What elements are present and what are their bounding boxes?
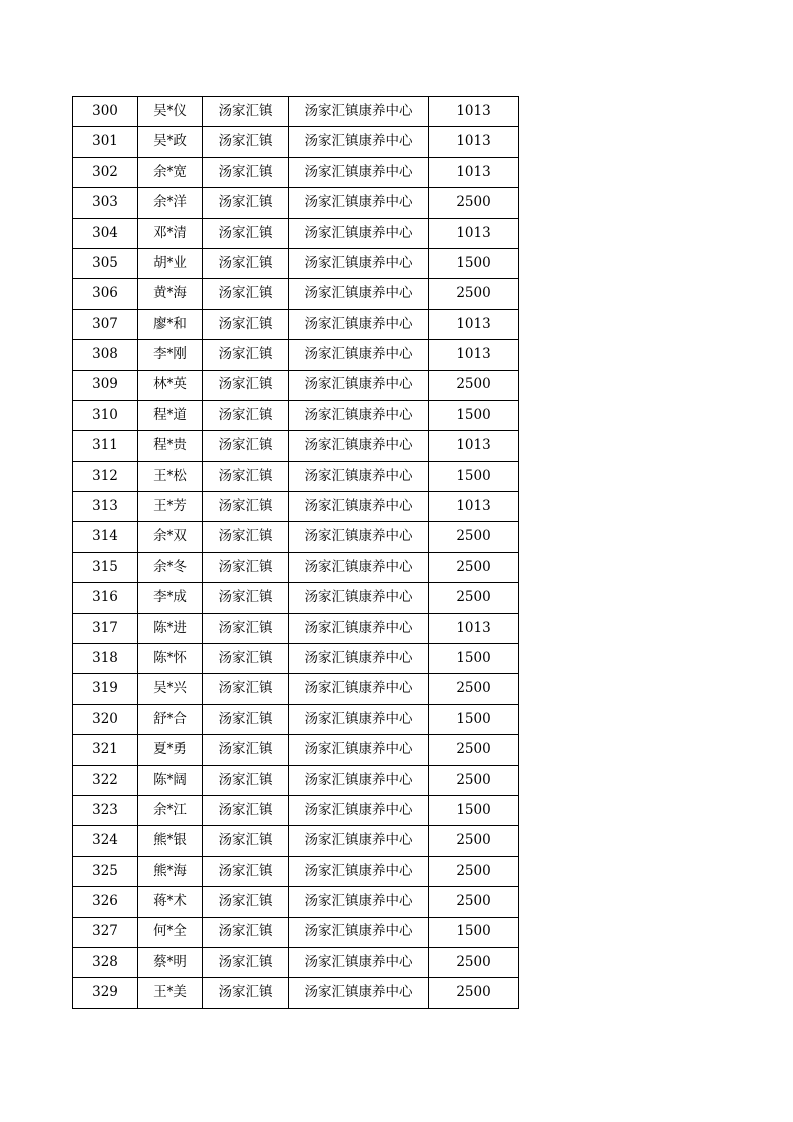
amount-cell: 1500 xyxy=(429,704,519,734)
amount-cell: 1500 xyxy=(429,461,519,491)
table-row xyxy=(73,370,519,400)
town-cell: 汤家汇镇 xyxy=(203,887,289,917)
institution-cell: 汤家汇镇康养中心 xyxy=(289,127,429,157)
institution-cell: 汤家汇镇康养中心 xyxy=(289,340,429,370)
name-cell: 邓*清 xyxy=(138,218,203,248)
institution-cell: 汤家汇镇康养中心 xyxy=(289,795,429,825)
amount-cell: 2500 xyxy=(429,674,519,704)
town-cell: 汤家汇镇 xyxy=(203,157,289,187)
table-row xyxy=(73,400,519,430)
serial-number-cell: 302 xyxy=(73,157,138,187)
amount-cell: 1500 xyxy=(429,248,519,278)
institution-cell: 汤家汇镇康养中心 xyxy=(289,765,429,795)
institution-cell: 汤家汇镇康养中心 xyxy=(289,674,429,704)
table-body xyxy=(73,97,519,1009)
institution-cell: 汤家汇镇康养中心 xyxy=(289,552,429,582)
table-row xyxy=(73,492,519,522)
institution-cell: 汤家汇镇康养中心 xyxy=(289,522,429,552)
amount-cell: 2500 xyxy=(429,978,519,1008)
institution-cell: 汤家汇镇康养中心 xyxy=(289,978,429,1008)
town-cell: 汤家汇镇 xyxy=(203,674,289,704)
name-cell: 廖*和 xyxy=(138,309,203,339)
amount-cell: 1013 xyxy=(429,492,519,522)
serial-number-cell: 323 xyxy=(73,795,138,825)
town-cell: 汤家汇镇 xyxy=(203,97,289,127)
serial-number-cell: 301 xyxy=(73,127,138,157)
amount-cell: 2500 xyxy=(429,583,519,613)
serial-number-cell: 317 xyxy=(73,613,138,643)
table-row xyxy=(73,917,519,947)
town-cell: 汤家汇镇 xyxy=(203,765,289,795)
serial-number-cell: 326 xyxy=(73,887,138,917)
table-row xyxy=(73,765,519,795)
town-cell: 汤家汇镇 xyxy=(203,370,289,400)
amount-cell: 1013 xyxy=(429,157,519,187)
amount-cell: 1013 xyxy=(429,218,519,248)
name-cell: 王*美 xyxy=(138,978,203,1008)
serial-number-cell: 329 xyxy=(73,978,138,1008)
name-cell: 吴*兴 xyxy=(138,674,203,704)
name-cell: 陈*怀 xyxy=(138,644,203,674)
amount-cell: 1500 xyxy=(429,917,519,947)
serial-number-cell: 306 xyxy=(73,279,138,309)
name-cell: 熊*海 xyxy=(138,856,203,886)
table-row xyxy=(73,188,519,218)
table-row xyxy=(73,340,519,370)
table-row xyxy=(73,887,519,917)
serial-number-cell: 305 xyxy=(73,248,138,278)
serial-number-cell: 300 xyxy=(73,97,138,127)
table-row xyxy=(73,431,519,461)
amount-cell: 2500 xyxy=(429,522,519,552)
institution-cell: 汤家汇镇康养中心 xyxy=(289,431,429,461)
town-cell: 汤家汇镇 xyxy=(203,218,289,248)
serial-number-cell: 315 xyxy=(73,552,138,582)
name-cell: 蔡*明 xyxy=(138,947,203,977)
town-cell: 汤家汇镇 xyxy=(203,552,289,582)
institution-cell: 汤家汇镇康养中心 xyxy=(289,97,429,127)
name-cell: 程*道 xyxy=(138,400,203,430)
amount-cell: 2500 xyxy=(429,279,519,309)
table-row xyxy=(73,248,519,278)
amount-cell: 1013 xyxy=(429,97,519,127)
table-row xyxy=(73,461,519,491)
serial-number-cell: 316 xyxy=(73,583,138,613)
town-cell: 汤家汇镇 xyxy=(203,735,289,765)
amount-cell: 1013 xyxy=(429,340,519,370)
amount-cell: 2500 xyxy=(429,856,519,886)
town-cell: 汤家汇镇 xyxy=(203,583,289,613)
name-cell: 余*江 xyxy=(138,795,203,825)
town-cell: 汤家汇镇 xyxy=(203,279,289,309)
table-row xyxy=(73,522,519,552)
institution-cell: 汤家汇镇康养中心 xyxy=(289,218,429,248)
institution-cell: 汤家汇镇康养中心 xyxy=(289,583,429,613)
town-cell: 汤家汇镇 xyxy=(203,978,289,1008)
name-cell: 程*贵 xyxy=(138,431,203,461)
table-row xyxy=(73,583,519,613)
amount-cell: 2500 xyxy=(429,735,519,765)
name-cell: 夏*勇 xyxy=(138,735,203,765)
name-cell: 余*洋 xyxy=(138,188,203,218)
amount-cell: 1500 xyxy=(429,795,519,825)
institution-cell: 汤家汇镇康养中心 xyxy=(289,461,429,491)
town-cell: 汤家汇镇 xyxy=(203,947,289,977)
town-cell: 汤家汇镇 xyxy=(203,704,289,734)
town-cell: 汤家汇镇 xyxy=(203,340,289,370)
name-cell: 余*双 xyxy=(138,522,203,552)
town-cell: 汤家汇镇 xyxy=(203,795,289,825)
town-cell: 汤家汇镇 xyxy=(203,522,289,552)
town-cell: 汤家汇镇 xyxy=(203,400,289,430)
serial-number-cell: 314 xyxy=(73,522,138,552)
name-cell: 吴*政 xyxy=(138,127,203,157)
serial-number-cell: 322 xyxy=(73,765,138,795)
serial-number-cell: 319 xyxy=(73,674,138,704)
table-row xyxy=(73,795,519,825)
town-cell: 汤家汇镇 xyxy=(203,188,289,218)
amount-cell: 1013 xyxy=(429,431,519,461)
table-row xyxy=(73,97,519,127)
serial-number-cell: 303 xyxy=(73,188,138,218)
serial-number-cell: 311 xyxy=(73,431,138,461)
table-row xyxy=(73,309,519,339)
name-cell: 舒*合 xyxy=(138,704,203,734)
name-cell: 王*芳 xyxy=(138,492,203,522)
institution-cell: 汤家汇镇康养中心 xyxy=(289,188,429,218)
table-row xyxy=(73,644,519,674)
table-row xyxy=(73,856,519,886)
name-cell: 何*全 xyxy=(138,917,203,947)
name-cell: 蒋*术 xyxy=(138,887,203,917)
institution-cell: 汤家汇镇康养中心 xyxy=(289,248,429,278)
institution-cell: 汤家汇镇康养中心 xyxy=(289,370,429,400)
table-row xyxy=(73,157,519,187)
institution-cell: 汤家汇镇康养中心 xyxy=(289,917,429,947)
serial-number-cell: 304 xyxy=(73,218,138,248)
table-row xyxy=(73,947,519,977)
town-cell: 汤家汇镇 xyxy=(203,461,289,491)
name-cell: 陈*进 xyxy=(138,613,203,643)
amount-cell: 1500 xyxy=(429,644,519,674)
amount-cell: 2500 xyxy=(429,765,519,795)
table-row xyxy=(73,735,519,765)
amount-cell: 1013 xyxy=(429,127,519,157)
amount-cell: 2500 xyxy=(429,370,519,400)
town-cell: 汤家汇镇 xyxy=(203,613,289,643)
town-cell: 汤家汇镇 xyxy=(203,826,289,856)
amount-cell: 1013 xyxy=(429,309,519,339)
town-cell: 汤家汇镇 xyxy=(203,856,289,886)
town-cell: 汤家汇镇 xyxy=(203,309,289,339)
table-row xyxy=(73,978,519,1008)
name-cell: 李*成 xyxy=(138,583,203,613)
serial-number-cell: 328 xyxy=(73,947,138,977)
name-cell: 林*英 xyxy=(138,370,203,400)
name-cell: 熊*银 xyxy=(138,826,203,856)
institution-cell: 汤家汇镇康养中心 xyxy=(289,309,429,339)
town-cell: 汤家汇镇 xyxy=(203,917,289,947)
serial-number-cell: 320 xyxy=(73,704,138,734)
amount-cell: 2500 xyxy=(429,188,519,218)
table-row xyxy=(73,826,519,856)
name-cell: 余*宽 xyxy=(138,157,203,187)
serial-number-cell: 325 xyxy=(73,856,138,886)
table-row xyxy=(73,613,519,643)
table-row xyxy=(73,218,519,248)
institution-cell: 汤家汇镇康养中心 xyxy=(289,735,429,765)
institution-cell: 汤家汇镇康养中心 xyxy=(289,613,429,643)
table-row xyxy=(73,674,519,704)
amount-cell: 1500 xyxy=(429,400,519,430)
name-cell: 陈*阔 xyxy=(138,765,203,795)
amount-cell: 2500 xyxy=(429,826,519,856)
serial-number-cell: 309 xyxy=(73,370,138,400)
institution-cell: 汤家汇镇康养中心 xyxy=(289,887,429,917)
institution-cell: 汤家汇镇康养中心 xyxy=(289,400,429,430)
recipient-table xyxy=(72,96,519,1009)
name-cell: 黄*海 xyxy=(138,279,203,309)
town-cell: 汤家汇镇 xyxy=(203,644,289,674)
table-row xyxy=(73,279,519,309)
amount-cell: 2500 xyxy=(429,947,519,977)
serial-number-cell: 312 xyxy=(73,461,138,491)
institution-cell: 汤家汇镇康养中心 xyxy=(289,856,429,886)
amount-cell: 2500 xyxy=(429,887,519,917)
institution-cell: 汤家汇镇康养中心 xyxy=(289,644,429,674)
amount-cell: 2500 xyxy=(429,552,519,582)
serial-number-cell: 313 xyxy=(73,492,138,522)
town-cell: 汤家汇镇 xyxy=(203,127,289,157)
name-cell: 王*松 xyxy=(138,461,203,491)
institution-cell: 汤家汇镇康养中心 xyxy=(289,826,429,856)
name-cell: 余*冬 xyxy=(138,552,203,582)
serial-number-cell: 324 xyxy=(73,826,138,856)
table-row xyxy=(73,127,519,157)
institution-cell: 汤家汇镇康养中心 xyxy=(289,157,429,187)
table-row xyxy=(73,704,519,734)
town-cell: 汤家汇镇 xyxy=(203,431,289,461)
serial-number-cell: 310 xyxy=(73,400,138,430)
institution-cell: 汤家汇镇康养中心 xyxy=(289,704,429,734)
serial-number-cell: 307 xyxy=(73,309,138,339)
amount-cell: 1013 xyxy=(429,613,519,643)
name-cell: 胡*业 xyxy=(138,248,203,278)
serial-number-cell: 321 xyxy=(73,735,138,765)
town-cell: 汤家汇镇 xyxy=(203,248,289,278)
town-cell: 汤家汇镇 xyxy=(203,492,289,522)
table-row xyxy=(73,552,519,582)
name-cell: 李*刚 xyxy=(138,340,203,370)
serial-number-cell: 318 xyxy=(73,644,138,674)
institution-cell: 汤家汇镇康养中心 xyxy=(289,947,429,977)
institution-cell: 汤家汇镇康养中心 xyxy=(289,279,429,309)
name-cell: 吴*仪 xyxy=(138,97,203,127)
serial-number-cell: 308 xyxy=(73,340,138,370)
institution-cell: 汤家汇镇康养中心 xyxy=(289,492,429,522)
serial-number-cell: 327 xyxy=(73,917,138,947)
